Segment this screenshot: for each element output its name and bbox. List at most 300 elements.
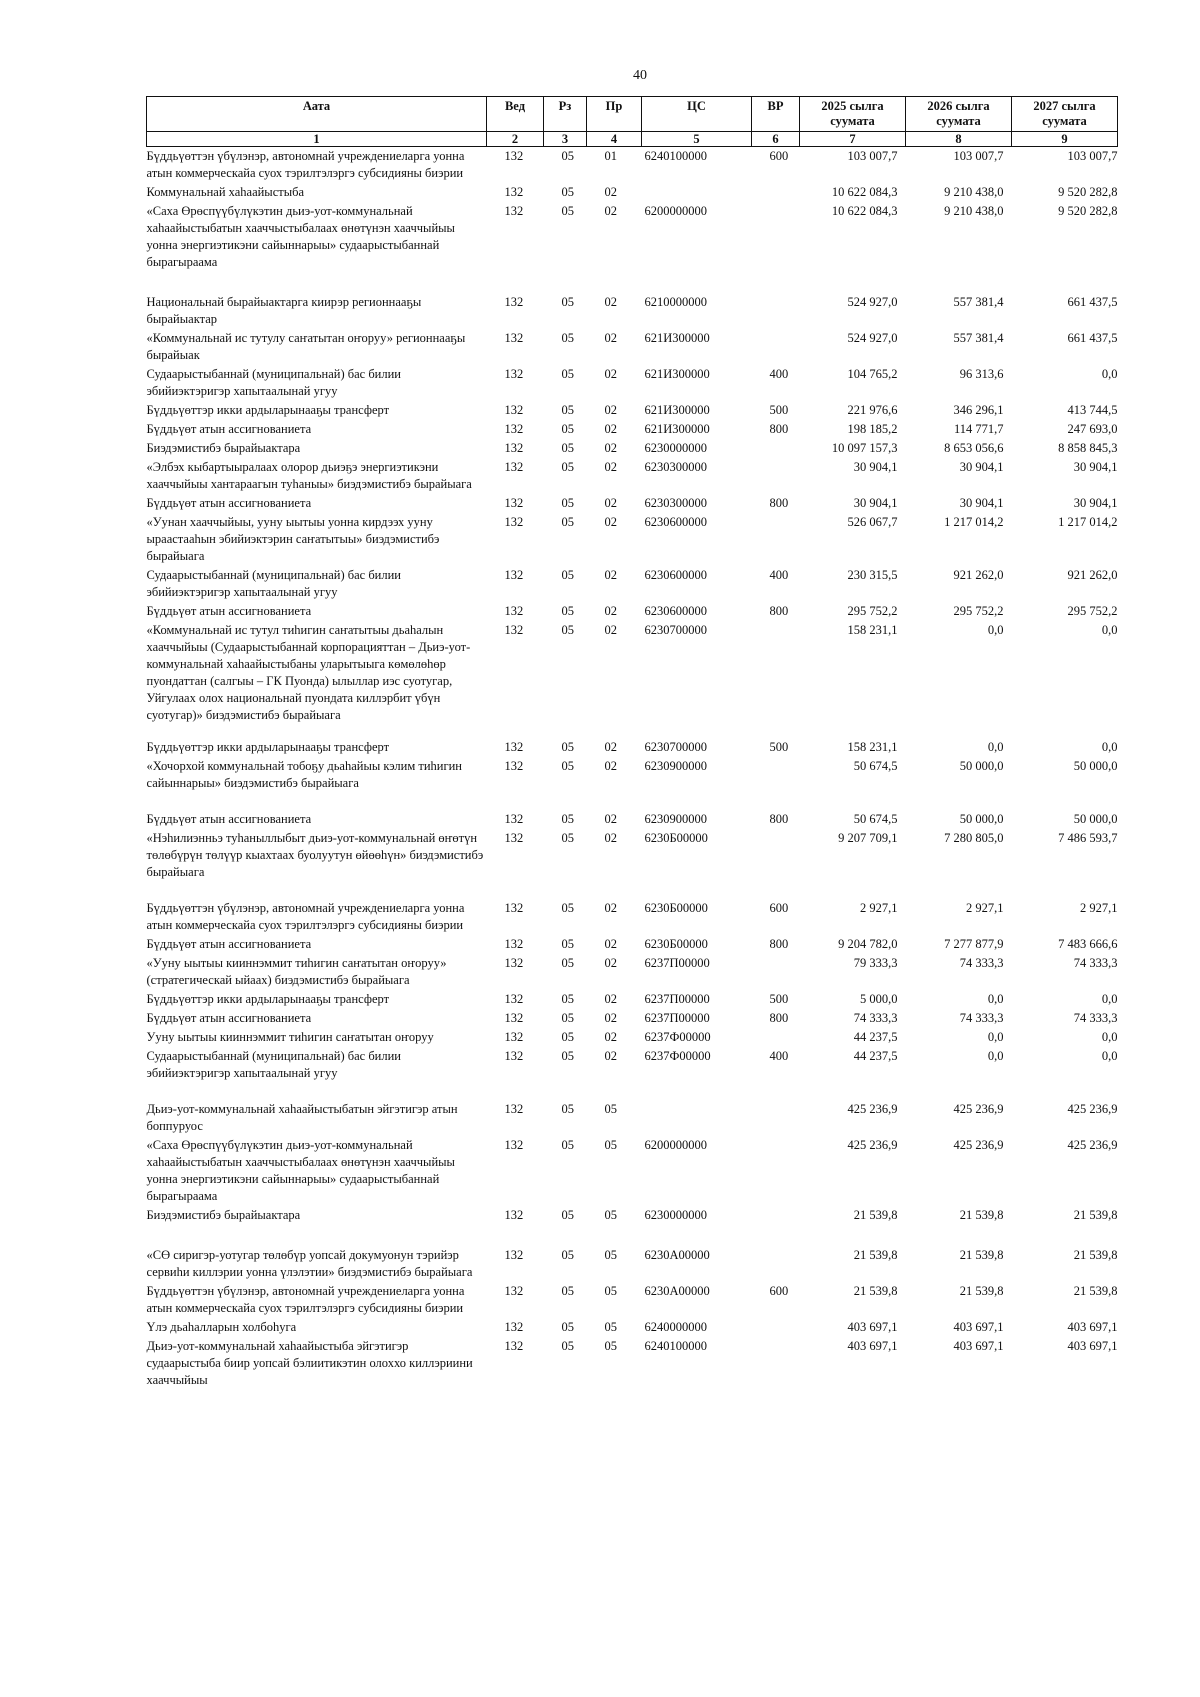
row-amount-2025: 158 231,1 <box>847 623 898 637</box>
row-rz: 05 <box>561 1049 574 1063</box>
row-cs: 6200000000 <box>644 1138 707 1152</box>
table-row <box>147 990 1118 1009</box>
row-name: Судаарыстыбаннай (муниципальнай) бас билии эбийиэктэригэр хапытаалынай угуу <box>146 367 401 398</box>
row-ved: 132 <box>504 623 524 637</box>
row-cs: 6210000000 <box>644 295 707 309</box>
column-number: 4 <box>587 132 642 147</box>
row-ved: 132 <box>504 515 524 529</box>
table-row <box>147 1337 1118 1390</box>
row-vr: 500 <box>769 992 789 1006</box>
row-vr <box>752 1206 800 1246</box>
row-amount-2025: 74 333,3 <box>853 1011 898 1025</box>
row-pr: 02 <box>604 1030 617 1044</box>
row-amount-2025: 198 185,2 <box>847 422 898 436</box>
header-vr: ВР <box>752 97 800 132</box>
row-vr <box>752 954 800 990</box>
row-cs: 6230700000 <box>644 623 707 637</box>
row-ved: 132 <box>504 812 524 826</box>
row-pr: 05 <box>604 1102 617 1116</box>
row-rz: 05 <box>561 422 574 436</box>
row-amount-2027: 74 333,3 <box>1073 1011 1118 1025</box>
row-rz: 05 <box>561 901 574 915</box>
row-name: «Нэһилиэнньэ туһаныллыбыт дьиэ-уот-коммунальнай өҥөтүн төлөбүрүн төлүүр кыахтаах буолуутун өйөөһүн» биэдэмистибэ бырайыага <box>146 831 484 879</box>
row-vr: 800 <box>769 604 789 618</box>
row-pr: 05 <box>604 1208 617 1222</box>
row-amount-2026: 50 000,0 <box>959 759 1004 773</box>
table-row <box>147 1282 1118 1318</box>
row-cs <box>642 183 752 202</box>
row-name: Бүддьүөттэн үбүлэнэр, автономнай учреждениеларга уонна атын коммерческайа суох тэрилтэлэргэ субсидияны биэрии <box>146 901 465 932</box>
row-pr: 02 <box>604 623 617 637</box>
row-pr: 02 <box>604 604 617 618</box>
row-ved: 132 <box>504 1208 524 1222</box>
row-name: Бүддьүөттэр икки ардыларынааҕы трансферт <box>146 403 390 417</box>
row-ved: 132 <box>504 831 524 845</box>
row-cs: 6237Ф00000 <box>644 1030 711 1044</box>
row-name: «Саха Өрөспүүбүлүкэтин дьиэ-уот-коммунальнай хаһаайыстыбатын хааччыстыбалаах өнөтүнэн хааччыйыы уонна энергиэтикэни сайыннарыы» судаарыстыбаннай бырагыраама <box>146 1138 455 1203</box>
row-vr: 600 <box>769 1284 789 1298</box>
row-name: «Коммунальнай ис тутулу саҥатытан оҥоруу» регионнааҕы бырайыак <box>146 331 466 362</box>
row-rz: 05 <box>561 1011 574 1025</box>
header-ved: Вед <box>487 97 544 132</box>
table-row <box>147 183 1118 202</box>
row-name: Биэдэмистибэ бырайыактара <box>146 441 301 455</box>
row-rz: 05 <box>561 1284 574 1298</box>
row-amount-2026: 21 539,8 <box>959 1208 1004 1222</box>
row-amount-2027: 661 437,5 <box>1067 331 1118 345</box>
row-name: «Хочорхой коммунальнай тобоҕу дьаһайыы кэлим тиһигин сайыннарыы» биэдэмистибэ бырайыага <box>146 759 462 790</box>
row-name: Бүддьүөттэр икки ардыларынааҕы трансферт <box>146 992 390 1006</box>
row-vr <box>752 202 800 293</box>
table-row <box>147 1047 1118 1100</box>
row-ved: 132 <box>504 992 524 1006</box>
row-rz: 05 <box>561 956 574 970</box>
row-amount-2025: 158 231,1 <box>847 740 898 754</box>
row-amount-2026: 7 280 805,0 <box>944 831 1004 845</box>
row-cs: 6230Б00000 <box>644 831 708 845</box>
row-rz: 05 <box>561 149 574 163</box>
row-amount-2027: 21 539,8 <box>1073 1284 1118 1298</box>
table-row <box>147 1206 1118 1246</box>
row-name: «Ууну ыытыы кииннэммит тиһигин саҥатытан оҥоруу» (стратегическай ыйаах) биэдэмистибэ бырайыага <box>146 956 447 987</box>
row-cs <box>642 1100 752 1136</box>
row-vr <box>752 513 800 566</box>
table-row <box>147 420 1118 439</box>
row-ved: 132 <box>504 422 524 436</box>
row-vr <box>752 293 800 329</box>
row-amount-2027: 30 904,1 <box>1073 496 1118 510</box>
row-cs: 621И300000 <box>644 367 710 381</box>
column-number: 8 <box>906 132 1012 147</box>
row-name: Бүддьүөт атын ассигнованиета <box>146 496 312 510</box>
row-ved: 132 <box>504 604 524 618</box>
row-amount-2026: 557 381,4 <box>953 331 1004 345</box>
row-amount-2025: 50 674,5 <box>853 759 898 773</box>
row-name: Судаарыстыбаннай (муниципальнай) бас билии эбийиэктэригэр хапытаалынай угуу <box>146 568 401 599</box>
row-rz: 05 <box>561 1138 574 1152</box>
row-pr: 02 <box>604 759 617 773</box>
row-amount-2027: 403 697,1 <box>1067 1320 1118 1334</box>
row-vr <box>752 621 800 738</box>
row-name: Бүддьүөт атын ассигнованиета <box>146 812 312 826</box>
table-row <box>147 494 1118 513</box>
row-amount-2026: 21 539,8 <box>959 1284 1004 1298</box>
row-name: «Элбэх кыбартыыралаах олорор дьиэҕэ энергиэтикэни хааччыйыы хантараагын туһаныы» биэдэмистибэ бырайыага <box>146 460 472 491</box>
table-row <box>147 738 1118 757</box>
row-amount-2025: 221 976,6 <box>847 403 898 417</box>
row-amount-2025: 30 904,1 <box>853 460 898 474</box>
row-cs: 6230000000 <box>644 1208 707 1222</box>
table-row <box>147 401 1118 420</box>
row-cs: 621И300000 <box>644 422 710 436</box>
table-row <box>147 329 1118 365</box>
header-name: Аата <box>147 97 487 132</box>
row-ved: 132 <box>504 331 524 345</box>
row-ved: 132 <box>504 937 524 951</box>
row-vr <box>752 458 800 494</box>
row-cs: 6230А00000 <box>644 1284 710 1298</box>
row-amount-2025: 425 236,9 <box>847 1138 898 1152</box>
row-amount-2026: 30 904,1 <box>959 496 1004 510</box>
row-vr: 400 <box>769 367 789 381</box>
row-cs: 6240100000 <box>644 1339 707 1353</box>
row-name: Дьиэ-уот-коммунальнай хаһаайыстыба эйгэтигэр судаарыстыба биир уопсай бэлиитикэтин олоххо киллэриини хааччыйыы <box>146 1339 473 1387</box>
row-vr: 800 <box>769 1011 789 1025</box>
row-amount-2026: 2 927,1 <box>966 901 1004 915</box>
row-vr: 800 <box>769 496 789 510</box>
row-name: «Уунан хааччыйыы, ууну ыытыы уонна кирдээх ууну ыраастааһын эбийиэктэрин саҥатытыы» биэдэмистибэ бырайыага <box>146 515 440 563</box>
row-vr <box>752 1318 800 1337</box>
row-pr: 02 <box>604 1049 617 1063</box>
row-ved: 132 <box>504 1030 524 1044</box>
row-cs: 6237П00000 <box>644 992 710 1006</box>
row-amount-2026: 403 697,1 <box>953 1320 1004 1334</box>
row-vr: 800 <box>769 422 789 436</box>
table-row <box>147 1100 1118 1136</box>
row-amount-2027: 21 539,8 <box>1073 1248 1118 1262</box>
row-ved: 132 <box>504 460 524 474</box>
row-ved: 132 <box>504 1138 524 1152</box>
table-row <box>147 439 1118 458</box>
row-amount-2025: 9 207 709,1 <box>838 831 898 845</box>
row-amount-2025: 403 697,1 <box>847 1339 898 1353</box>
row-amount-2025: 44 237,5 <box>853 1030 898 1044</box>
table-row <box>147 935 1118 954</box>
row-pr: 02 <box>604 496 617 510</box>
table-row <box>147 954 1118 990</box>
row-rz: 05 <box>561 441 574 455</box>
table-row <box>147 202 1118 293</box>
row-ved: 132 <box>504 740 524 754</box>
row-amount-2026: 295 752,2 <box>953 604 1004 618</box>
column-number: 9 <box>1012 132 1118 147</box>
row-cs: 6230900000 <box>644 759 707 773</box>
row-rz: 05 <box>561 403 574 417</box>
row-cs: 6230Б00000 <box>644 901 708 915</box>
row-cs: 6230900000 <box>644 812 707 826</box>
row-ved: 132 <box>504 441 524 455</box>
budget-table <box>146 96 1118 1390</box>
row-amount-2025: 44 237,5 <box>853 1049 898 1063</box>
row-amount-2026: 403 697,1 <box>953 1339 1004 1353</box>
row-amount-2025: 10 097 157,3 <box>831 441 898 455</box>
row-amount-2026: 30 904,1 <box>959 460 1004 474</box>
row-cs: 6230000000 <box>644 441 707 455</box>
row-cs: 6230600000 <box>644 515 707 529</box>
column-number: 3 <box>544 132 587 147</box>
row-name: Коммунальнай хаһаайыстыба <box>146 185 305 199</box>
row-pr: 05 <box>604 1138 617 1152</box>
table-row <box>147 1009 1118 1028</box>
row-rz: 05 <box>561 1208 574 1222</box>
header-2027: 2027 сылга суумата <box>1012 97 1118 132</box>
row-amount-2025: 10 622 084,3 <box>831 204 898 218</box>
row-vr <box>752 329 800 365</box>
row-pr: 05 <box>604 1320 617 1334</box>
row-amount-2025: 50 674,5 <box>853 812 898 826</box>
row-name: Дьиэ-уот-коммунальнай хаһаайыстыбатын эйгэтигэр атын боппуруос <box>146 1102 458 1133</box>
row-pr: 02 <box>604 204 617 218</box>
row-vr: 500 <box>769 403 789 417</box>
row-pr: 02 <box>604 185 617 199</box>
row-rz: 05 <box>561 331 574 345</box>
row-amount-2025: 9 204 782,0 <box>838 937 898 951</box>
row-amount-2026: 96 313,6 <box>959 367 1004 381</box>
row-rz: 05 <box>561 515 574 529</box>
row-rz: 05 <box>561 1030 574 1044</box>
row-cs: 6230300000 <box>644 496 707 510</box>
row-pr: 02 <box>604 937 617 951</box>
table-row <box>147 365 1118 401</box>
row-amount-2025: 21 539,8 <box>853 1284 898 1298</box>
row-amount-2027: 21 539,8 <box>1073 1208 1118 1222</box>
header-cs: ЦС <box>642 97 752 132</box>
row-rz: 05 <box>561 992 574 1006</box>
row-amount-2026: 114 771,7 <box>953 422 1004 436</box>
row-amount-2027: 413 744,5 <box>1067 403 1118 417</box>
row-pr: 01 <box>604 149 617 163</box>
row-name: Үлэ дьаһалларын холбоһуга <box>146 1320 297 1334</box>
row-cs: 6230600000 <box>644 568 707 582</box>
row-rz: 05 <box>561 1102 574 1116</box>
row-pr: 05 <box>604 1284 617 1298</box>
row-ved: 132 <box>504 1011 524 1025</box>
row-vr <box>752 1246 800 1282</box>
table-row <box>147 293 1118 329</box>
row-name: Бүддьүөттэр икки ардыларынааҕы трансферт <box>146 740 390 754</box>
row-cs: 6230600000 <box>644 604 707 618</box>
table-row <box>147 602 1118 621</box>
row-rz: 05 <box>561 568 574 582</box>
row-amount-2027: 0,0 <box>1101 740 1118 754</box>
row-vr <box>752 829 800 899</box>
row-amount-2026: 0,0 <box>987 1049 1004 1063</box>
row-amount-2027: 425 236,9 <box>1067 1102 1118 1116</box>
table-row <box>147 757 1118 810</box>
row-amount-2027: 103 007,7 <box>1067 149 1118 163</box>
row-vr <box>752 1136 800 1206</box>
row-rz: 05 <box>561 623 574 637</box>
row-amount-2025: 5 000,0 <box>860 992 898 1006</box>
column-number-row <box>147 132 1118 147</box>
row-pr: 02 <box>604 901 617 915</box>
row-cs: 6237П00000 <box>644 956 710 970</box>
table-row <box>147 810 1118 829</box>
row-amount-2025: 526 067,7 <box>847 515 898 529</box>
row-ved: 132 <box>504 1339 524 1353</box>
row-pr: 02 <box>604 568 617 582</box>
row-amount-2026: 0,0 <box>987 1030 1004 1044</box>
row-amount-2025: 403 697,1 <box>847 1320 898 1334</box>
row-cs: 6200000000 <box>644 204 707 218</box>
row-pr: 02 <box>604 956 617 970</box>
row-pr: 02 <box>604 331 617 345</box>
row-amount-2027: 50 000,0 <box>1073 812 1118 826</box>
table-row <box>147 147 1118 184</box>
row-name: Бүддьүөт атын ассигнованиета <box>146 937 312 951</box>
row-amount-2026: 50 000,0 <box>959 812 1004 826</box>
row-rz: 05 <box>561 295 574 309</box>
row-pr: 02 <box>604 1011 617 1025</box>
row-amount-2027: 8 858 845,3 <box>1058 441 1118 455</box>
row-name: Национальнай бырайыактарга киирэр регионнааҕы бырайыактар <box>146 295 422 326</box>
row-ved: 132 <box>504 496 524 510</box>
row-cs: 6230300000 <box>644 460 707 474</box>
row-amount-2027: 295 752,2 <box>1067 604 1118 618</box>
row-name: Бүддьүөттэн үбүлэнэр, автономнай учреждениеларга уонна атын коммерческайа суох тэрилтэлэргэ субсидияны биэрии <box>146 1284 465 1315</box>
row-amount-2026: 9 210 438,0 <box>944 204 1004 218</box>
header-rz: Рз <box>544 97 587 132</box>
row-amount-2025: 2 927,1 <box>860 901 898 915</box>
row-pr: 02 <box>604 460 617 474</box>
row-vr <box>752 183 800 202</box>
row-ved: 132 <box>504 403 524 417</box>
row-amount-2027: 7 483 666,6 <box>1058 937 1118 951</box>
table-row <box>147 829 1118 899</box>
row-amount-2027: 921 262,0 <box>1067 568 1118 582</box>
row-amount-2027: 0,0 <box>1101 367 1118 381</box>
row-amount-2025: 21 539,8 <box>853 1248 898 1262</box>
row-ved: 132 <box>504 1248 524 1262</box>
row-rz: 05 <box>561 460 574 474</box>
row-rz: 05 <box>561 185 574 199</box>
row-amount-2026: 0,0 <box>987 992 1004 1006</box>
row-rz: 05 <box>561 1339 574 1353</box>
column-number: 6 <box>752 132 800 147</box>
row-name: Ууну ыытыы кииннэммит тиһигин саҥатытан оҥоруу <box>146 1030 434 1044</box>
row-name: «Коммунальнай ис тутул тиһигин саҥатытыы дьаһалын хааччыйыы (Судаарыстыбаннай корпорацияттан – Дьиэ-уот-коммунальнай хаһаайыстыбаны уларытыыга көмөлөһөр пуондаттан (салгыы – ГК Пуонда) ылыллар иэс суотугар, Уйгулаах олох национальнай пуондата киллэрбит үбүн суотугар)» биэдэмистибэ бырайыага <box>146 623 471 722</box>
row-amount-2027: 661 437,5 <box>1067 295 1118 309</box>
row-name: Биэдэмистибэ бырайыактара <box>146 1208 301 1222</box>
row-vr: 600 <box>769 149 789 163</box>
row-amount-2025: 524 927,0 <box>847 331 898 345</box>
row-amount-2026: 74 333,3 <box>959 1011 1004 1025</box>
header-pr: Пр <box>587 97 642 132</box>
header-2025: 2025 сылга суумата <box>800 97 906 132</box>
row-pr: 02 <box>604 441 617 455</box>
row-cs: 621И300000 <box>644 331 710 345</box>
row-amount-2027: 403 697,1 <box>1067 1339 1118 1353</box>
row-amount-2026: 7 277 877,9 <box>944 937 1004 951</box>
row-cs: 6240000000 <box>644 1320 707 1334</box>
row-vr <box>752 1100 800 1136</box>
row-vr <box>752 439 800 458</box>
row-amount-2027: 1 217 014,2 <box>1058 515 1118 529</box>
row-amount-2025: 295 752,2 <box>847 604 898 618</box>
column-number: 7 <box>800 132 906 147</box>
row-name: Бүддьүөт атын ассигнованиета <box>146 1011 312 1025</box>
row-ved: 132 <box>504 1102 524 1116</box>
row-amount-2026: 346 296,1 <box>953 403 1004 417</box>
row-amount-2027: 30 904,1 <box>1073 460 1118 474</box>
row-rz: 05 <box>561 937 574 951</box>
row-ved: 132 <box>504 901 524 915</box>
row-cs: 6237П00000 <box>644 1011 710 1025</box>
row-ved: 132 <box>504 1049 524 1063</box>
row-vr: 400 <box>769 568 789 582</box>
row-vr: 600 <box>769 901 789 915</box>
row-amount-2027: 9 520 282,8 <box>1058 185 1118 199</box>
row-name: Бүддьүөттэн үбүлэнэр, автономнай учреждениеларга уонна атын коммерческайа суох тэрилтэлэргэ субсидияны биэрии <box>146 149 465 180</box>
row-pr: 02 <box>604 740 617 754</box>
row-vr: 400 <box>769 1049 789 1063</box>
row-amount-2027: 74 333,3 <box>1073 956 1118 970</box>
row-amount-2026: 557 381,4 <box>953 295 1004 309</box>
row-amount-2026: 21 539,8 <box>959 1248 1004 1262</box>
row-name: Бүддьүөт атын ассигнованиета <box>146 604 312 618</box>
row-pr: 05 <box>604 1339 617 1353</box>
row-amount-2025: 10 622 084,3 <box>831 185 898 199</box>
row-amount-2025: 425 236,9 <box>847 1102 898 1116</box>
row-rz: 05 <box>561 812 574 826</box>
row-amount-2027: 50 000,0 <box>1073 759 1118 773</box>
row-vr: 500 <box>769 740 789 754</box>
row-amount-2025: 524 927,0 <box>847 295 898 309</box>
row-pr: 02 <box>604 403 617 417</box>
column-number: 5 <box>642 132 752 147</box>
row-rz: 05 <box>561 831 574 845</box>
row-amount-2025: 230 315,5 <box>847 568 898 582</box>
row-amount-2026: 921 262,0 <box>953 568 1004 582</box>
header-2026: 2026 сылга суумата <box>906 97 1012 132</box>
row-amount-2026: 0,0 <box>987 740 1004 754</box>
row-name: «Саха Өрөспүүбүлүкэтин дьиэ-уот-коммунальнай хаһаайыстыбатын хааччыстыбалаах өнөтүнэн хааччыйыы уонна энергиэтикэни сайыннарыы» судаарыстыбаннай бырагыраама <box>146 204 455 269</box>
row-name: Судаарыстыбаннай (муниципальнай) бас билии эбийиэктэригэр хапытаалынай угуу <box>146 1049 401 1080</box>
row-cs: 6237Ф00000 <box>644 1049 711 1063</box>
row-ved: 132 <box>504 759 524 773</box>
row-ved: 132 <box>504 568 524 582</box>
table-row <box>147 899 1118 935</box>
row-amount-2027: 0,0 <box>1101 623 1118 637</box>
row-rz: 05 <box>561 1320 574 1334</box>
row-vr: 800 <box>769 812 789 826</box>
row-rz: 05 <box>561 759 574 773</box>
row-amount-2026: 0,0 <box>987 623 1004 637</box>
row-amount-2026: 74 333,3 <box>959 956 1004 970</box>
row-pr: 02 <box>604 422 617 436</box>
row-amount-2027: 425 236,9 <box>1067 1138 1118 1152</box>
row-amount-2027: 0,0 <box>1101 992 1118 1006</box>
row-amount-2026: 9 210 438,0 <box>944 185 1004 199</box>
row-amount-2027: 0,0 <box>1101 1049 1118 1063</box>
row-ved: 132 <box>504 295 524 309</box>
page-number: 40 <box>633 68 647 83</box>
table-row <box>147 621 1118 738</box>
table-row <box>147 458 1118 494</box>
row-rz: 05 <box>561 1248 574 1262</box>
row-amount-2027: 247 693,0 <box>1067 422 1118 436</box>
table-row <box>147 1136 1118 1206</box>
